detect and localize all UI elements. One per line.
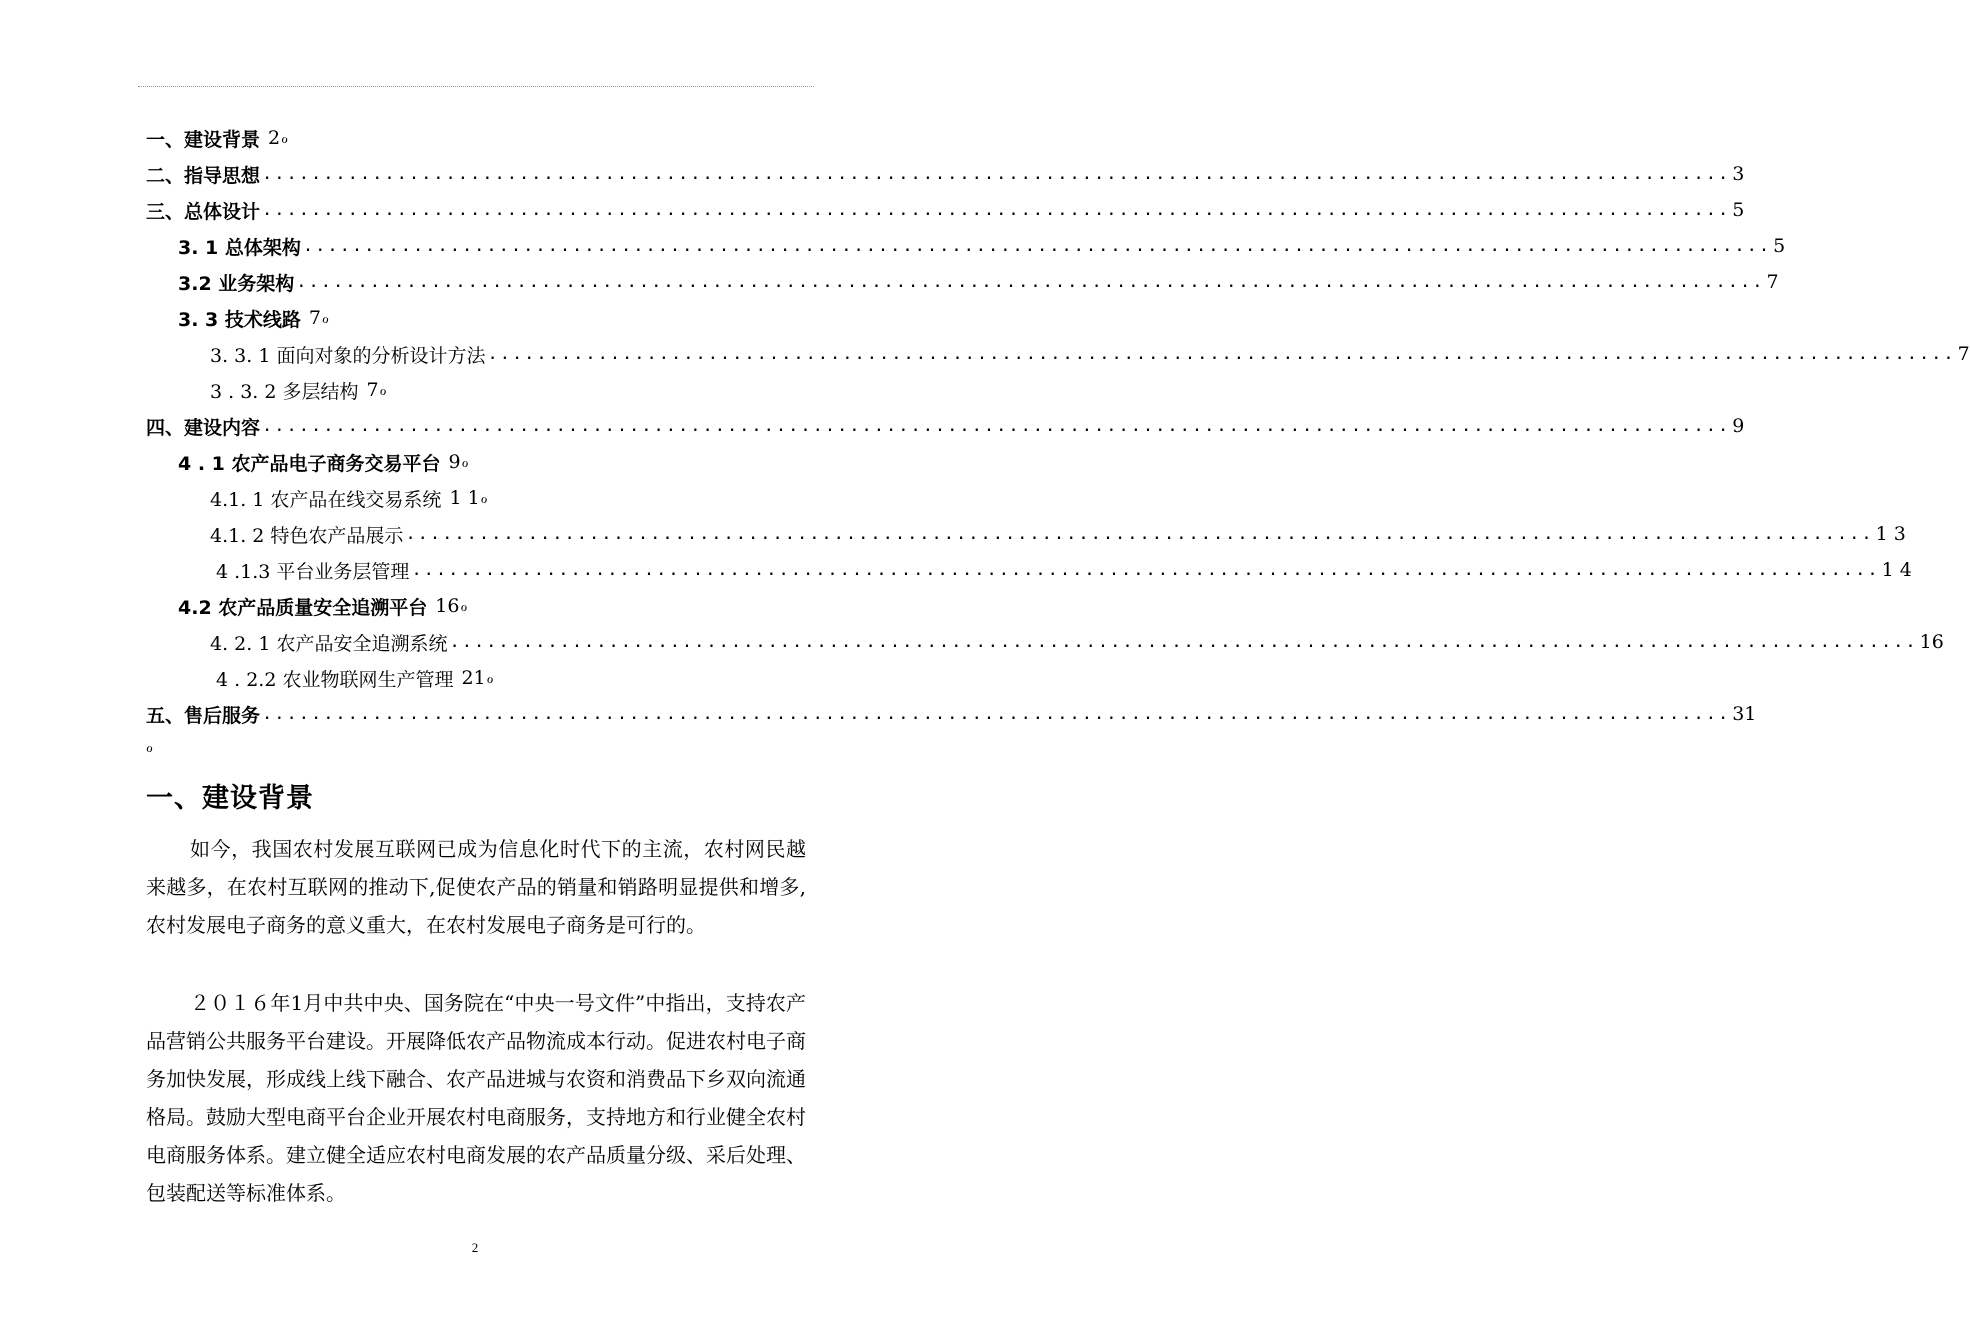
toc-page-number: 9 — [1732, 415, 1745, 437]
toc-leader-dots: ........................................................................................................................ — [487, 344, 1956, 364]
toc-entry[interactable] — [146, 660, 806, 696]
toc-entry[interactable] — [146, 552, 1912, 588]
toc-leader-dots: ........................................................................................................................ — [262, 164, 1731, 184]
toc-entry[interactable] — [146, 516, 1906, 552]
toc-entry[interactable] — [146, 264, 1779, 300]
toc-entry[interactable] — [146, 372, 806, 408]
toc-entry[interactable] — [146, 480, 806, 516]
toc-entry-title: 三、总体设计 — [146, 200, 261, 223]
toc-page-number: 7 — [1957, 343, 1970, 365]
page-number: 2 — [471, 1240, 479, 1255]
toc-page-number: 16 — [435, 595, 460, 617]
toc-entry-title: 4.1. 2 特色农产品展示 — [210, 524, 404, 547]
toc-entry-title: 4 . 1 农产品电子商务交易平台 — [178, 452, 441, 475]
toc-entry-title: 一、建设背景 — [146, 128, 261, 151]
paragraph-mark: ℴ — [461, 453, 469, 471]
toc-entry-title: 五、售后服务 — [146, 704, 261, 727]
toc-entry[interactable] — [146, 336, 1970, 372]
toc-entry[interactable] — [146, 624, 1944, 660]
toc-page-number: 7 — [308, 307, 321, 329]
toc-entry-title: 3. 3. 1 面向对象的分析设计方法 — [210, 344, 486, 367]
toc-page-number: 7 — [366, 379, 379, 401]
paragraph-mark: ℴ — [281, 129, 289, 147]
toc-entry-title: 4.2 农产品质量安全追溯平台 — [178, 596, 428, 619]
toc-entry-title: 4. 2. 1 农产品安全追溯系统 — [210, 632, 448, 655]
toc-leader-dots: ........................................................................................................................ — [262, 416, 1731, 436]
toc-page-number: 3 — [1732, 163, 1745, 185]
toc-leader-dots: ........................................................................................................................ — [262, 704, 1731, 724]
toc-entry-title: 4 . 2.2 农业物联网生产管理 — [216, 668, 454, 691]
toc-entry-title: 4 .1.3 平台业务层管理 — [216, 560, 410, 583]
toc-page-number: 7 — [1766, 271, 1779, 293]
toc-entry-title: 4.1. 1 农产品在线交易系统 — [210, 488, 442, 511]
toc-leader-dots: ........................................................................................................................ — [262, 200, 1731, 220]
toc-page-number: 1 4 — [1881, 559, 1912, 581]
toc-entry-title: 二、指导思想 — [146, 164, 261, 187]
toc-page-number: 5 — [1773, 235, 1786, 257]
toc-page-number: 16 — [1919, 631, 1944, 653]
toc-entry-title: 四、建设内容 — [146, 416, 261, 439]
toc-entry[interactable] — [146, 300, 806, 336]
body-paragraph-1: 如今，我国农村发展互联网已成为信息化时代下的主流，农村网民越来越多，在农村互联网的推动下,促使农产品的销量和销路明显提供和增多,农村发展电子商务的意义重大，在农村发展电子商务是可行的。 — [146, 837, 806, 937]
table-of-contents — [146, 120, 1970, 732]
toc-leader-dots: ........................................................................................................................ — [411, 560, 1880, 580]
toc-page-number: 9 — [448, 451, 461, 473]
section-heading: 一、建设背景 — [146, 783, 314, 814]
toc-entry[interactable] — [146, 408, 1745, 444]
toc-page-number: 21 — [461, 667, 486, 689]
toc-entry-title: 3. 1 总体架构 — [178, 236, 301, 259]
toc-page-number: 1 1 — [449, 487, 480, 509]
toc-leader-dots: ........................................................................................................................ — [296, 272, 1765, 292]
toc-entry[interactable] — [146, 228, 1786, 264]
toc-entry[interactable] — [146, 588, 806, 624]
toc-leader-dots: ........................................................................................................................ — [405, 524, 1874, 544]
toc-entry[interactable] — [146, 444, 806, 480]
paragraph-mark: ℴ — [321, 309, 329, 327]
paragraph-mark: ℴ — [486, 669, 494, 687]
toc-page-number: 2 — [268, 127, 281, 149]
toc-entry-title: 3. 3 技术线路 — [178, 308, 301, 331]
toc-leader-dots: ........................................................................................................................ — [449, 632, 1918, 652]
toc-page-number: 5 — [1732, 199, 1745, 221]
toc-entry-title: 3 . 3. 2 多层结构 — [210, 380, 359, 403]
paragraph-mark: ℴ — [480, 489, 488, 507]
toc-entry[interactable] — [146, 696, 1757, 732]
toc-page-number: 31 — [1732, 703, 1757, 725]
paragraph-mark: ℴ — [146, 738, 153, 756]
toc-leader-dots: ........................................................................................................................ — [302, 236, 1772, 256]
toc-page-number: 1 3 — [1875, 523, 1906, 545]
toc-entry[interactable] — [146, 192, 1745, 228]
paragraph-mark: ℴ — [460, 597, 468, 615]
toc-entry-title: 3.2 业务架构 — [178, 272, 295, 295]
toc-entry[interactable] — [146, 156, 1745, 192]
toc-entry[interactable] — [146, 120, 806, 156]
header-dotted-rule — [138, 86, 814, 87]
paragraph-mark: ℴ — [379, 381, 387, 399]
body-paragraph-2: ２０１６年1月中共中央、国务院在“中央一号文件”中指出，支持农产品营销公共服务平台建设。开展降低农产品物流成本行动。促进农村电子商务加快发展，形成线上线下融合、农产品进城与农资和消费品下乡双向流通格局。鼓励大型电商平台企业开展农村电商服务，支持地方和行业健全农村电商服务体系。建立健全适应农村电商发展的农产品质量分级、采后处理、包装配送等标准体系。 — [146, 991, 806, 1205]
